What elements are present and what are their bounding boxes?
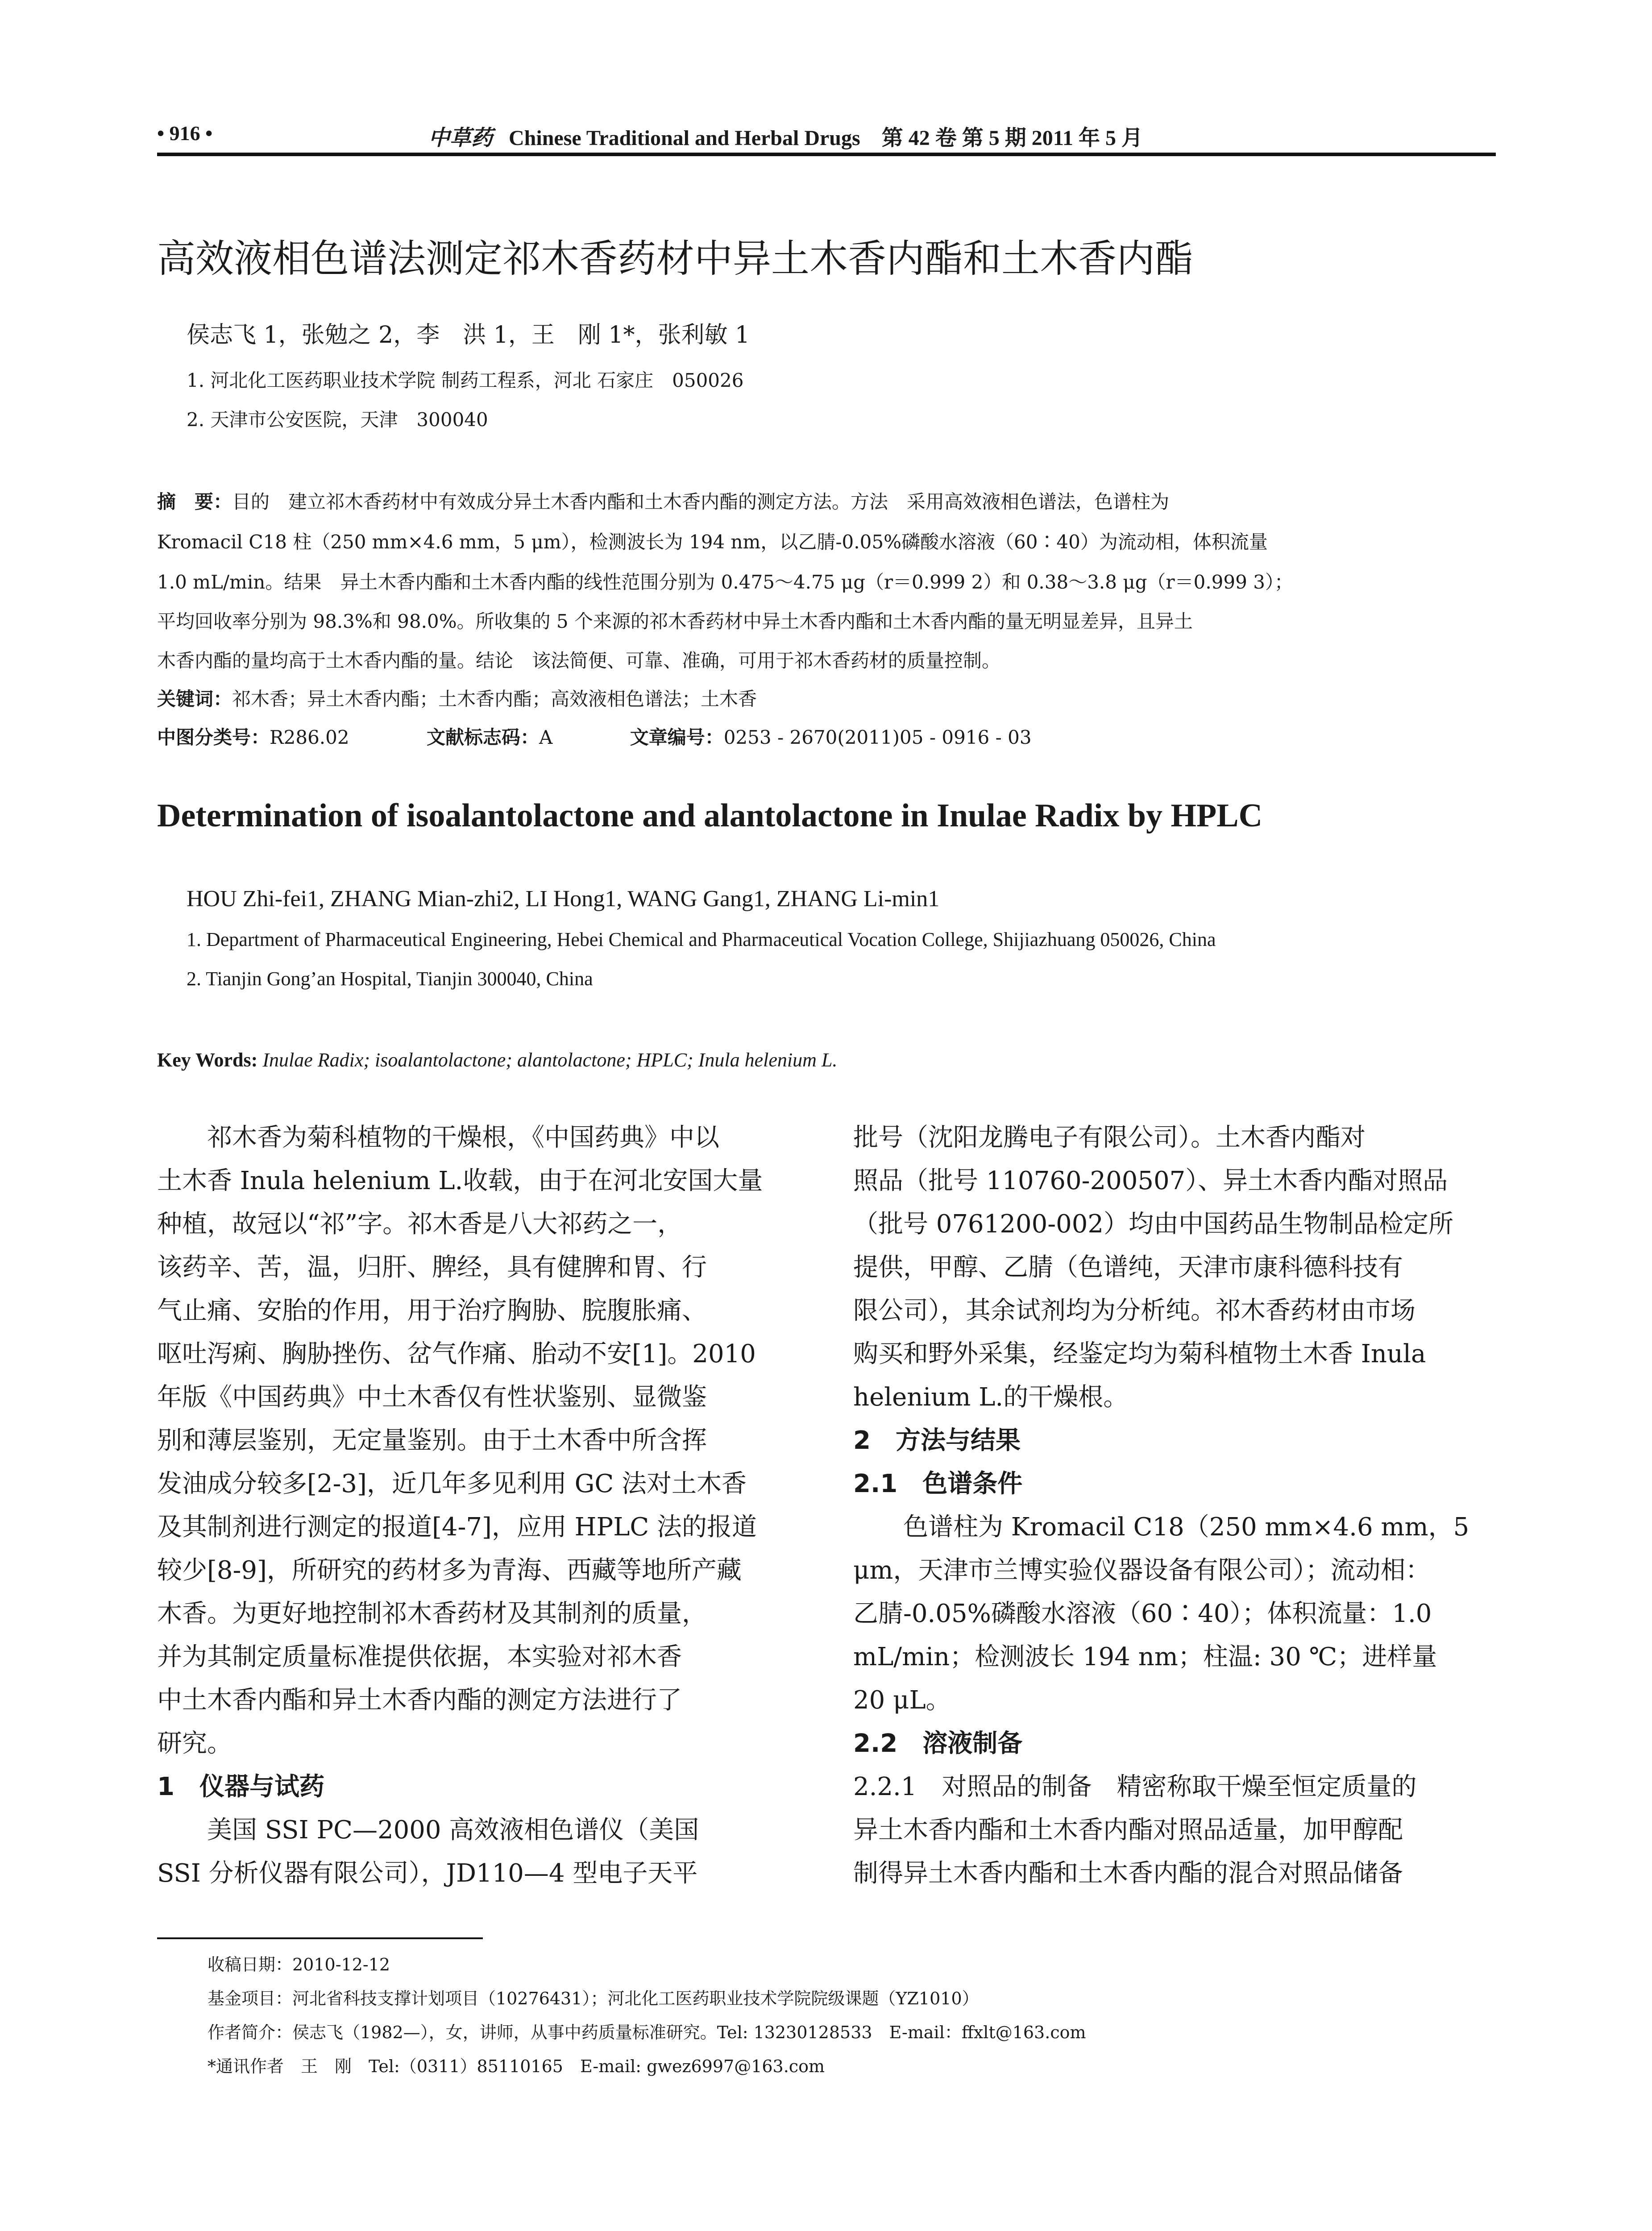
- body-right-line: helenium L.的干燥根。: [853, 1383, 1129, 1412]
- title-en: Determination of isoalantolactone and alantolactone in Inulae Radix by HPLC: [157, 797, 1263, 834]
- affiliation-cn-2: 2. 天津市公安医院，天津 300040: [187, 409, 488, 431]
- authors-en: HOU Zhi-fei1, ZHANG Mian-zhi2, LI Hong1, WANG Gang1, ZHANG Li-min1: [187, 886, 940, 912]
- body-left-line: 较少[8-9]，所研究的药材多为青海、西藏等地所产藏: [157, 1556, 742, 1585]
- body-right-line: 异土木香内酯和土木香内酯对照品适量，加甲醇配: [853, 1816, 1403, 1845]
- body-left-line: 并为其制定质量标准提供依据，本实验对祁木香: [157, 1642, 682, 1671]
- body-right-line: 2.2 溶液制备: [853, 1729, 1023, 1758]
- body-right-line: 2.2.1 对照品的制备 精密称取干燥至恒定质量的: [853, 1772, 1417, 1801]
- body-right-line: 色谱柱为 Kromacil C18（250 mm×4.6 mm，5: [853, 1513, 1469, 1542]
- clc-value: R286.02: [270, 726, 349, 748]
- body-left-line: SSI 分析仪器有限公司），JD110—4 型电子天平: [157, 1859, 698, 1888]
- keywords-cn-label: 关键词：: [157, 688, 232, 710]
- body-left-line: 及其制剂进行测定的报道[4-7]，应用 HPLC 法的报道: [157, 1513, 757, 1542]
- affiliation-cn-1: 1. 河北化工医药职业技术学院 制药工程系，河北 石家庄 050026: [187, 369, 744, 391]
- body-left-line: 年版《中国药典》中土木香仅有性状鉴别、显微鉴: [157, 1383, 707, 1412]
- body-right-line: 乙腈-0.05%磷酸水溶液（60∶40）；体积流量：1.0: [853, 1599, 1432, 1628]
- title-cn: 高效液相色谱法测定祁木香药材中异土木香内酯和土木香内酯: [157, 236, 1193, 281]
- keywords-cn: [157, 684, 1494, 711]
- abstract-line-4: 平均回收率分别为 98.3%和 98.0%。所收集的 5 个来源的祁木香药材中异土木香内酯和土木香内酯的量无明显差异，且异土: [157, 610, 1193, 632]
- abstract-line-2: Kromacil C18 柱（250 mm×4.6 mm，5 μm），检测波长为 194 nm，以乙腈-0.05%磷酸水溶液（60∶40）为流动相，体积流量: [157, 531, 1268, 553]
- keywords-en: [157, 1049, 837, 1071]
- page-number: • 916 •: [157, 122, 213, 145]
- abstract-label: 摘 要：: [157, 491, 232, 513]
- body-right-line: 批号（沈阳龙腾电子有限公司）。土木香内酯对: [853, 1123, 1366, 1152]
- body-right-line: 制得异土木香内酯和土木香内酯的混合对照品储备: [853, 1859, 1403, 1888]
- abstract-line-3: 1.0 mL/min。结果 异土木香内酯和土木香内酯的线性范围分别为 0.475～4.75 μg（r＝0.999 2）和 0.38～3.8 μg（r＝0.999 3）；: [157, 571, 1293, 593]
- keywords-cn-text: 祁木香；异土木香内酯；土木香内酯；高效液相色谱法；土木香: [232, 688, 757, 710]
- body-left-line: 研究。: [157, 1729, 232, 1758]
- doc-label: 文献标志码：: [426, 726, 539, 748]
- body-left-line: 种植，故冠以“祁”字。祁木香是八大祁药之一，: [157, 1210, 683, 1239]
- journal-issue: 第 42 卷 第 5 期 2011 年 5 月: [881, 126, 1143, 150]
- keywords-en-label: Key Words:: [157, 1049, 258, 1071]
- affiliation-en-1: 1. Department of Pharmaceutical Engineering, Hebei Chemical and Pharmaceutical Vocation College, Shijiazhuang 050026, China: [187, 929, 1216, 950]
- body-left-line: 中土木香内酯和异土木香内酯的测定方法进行了: [157, 1686, 682, 1715]
- abstract-line-1: [157, 487, 1494, 514]
- body-left-line: 木香。为更好地控制祁木香药材及其制剂的质量，: [157, 1599, 707, 1628]
- abstract-text: 目的 建立祁木香药材中有效成分异土木香内酯和土木香内酯的测定方法。方法 采用高效液相色谱法，色谱柱为: [232, 491, 1170, 513]
- classification-line: [157, 723, 1494, 750]
- footnote-author-bio: 作者简介：侯志飞（1982—），女，讲师，从事中药质量标准研究。Tel: 13230128533 E-mail：ffxlt@163.com: [208, 2023, 1086, 2042]
- footnote-received: 收稿日期：2010-12-12: [208, 1955, 390, 1974]
- body-left-line: 气止痛、安胎的作用，用于治疗胸胁、脘腹胀痛、: [157, 1296, 707, 1325]
- footnote-funding: 基金项目：河北省科技支撑计划项目（10276431）；河北化工医药职业技术学院院级课题（YZ1010）: [208, 1989, 979, 2008]
- body-right-line: μm，天津市兰博实验仪器设备有限公司）；流动相：: [853, 1556, 1431, 1585]
- header-rule: [157, 153, 1496, 156]
- footnote-rule: [157, 1937, 483, 1939]
- body-left-line: 发油成分较多[2-3]，近几年多见利用 GC 法对土木香: [157, 1469, 747, 1498]
- body-left-line: 祁木香为菊科植物的干燥根，《中国药典》中以: [157, 1123, 719, 1152]
- body-right-line: mL/min；检测波长 194 nm；柱温: 30 ℃；进样量: [853, 1642, 1437, 1671]
- body-left-line: 美国 SSI PC—2000 高效液相色谱仪（美国: [157, 1816, 699, 1845]
- article-label: 文章编号：: [630, 726, 724, 748]
- clc-label: 中图分类号：: [157, 726, 270, 748]
- body-left-line: 呕吐泻痢、胸胁挫伤、岔气作痛、胎动不安[1]。2010: [157, 1339, 756, 1368]
- journal-name-en: Chinese Traditional and Herbal Drugs: [509, 126, 860, 150]
- footnote-corresponding: *通讯作者 王 刚 Tel:（0311）85110165 E-mail: gwez6997@163.com: [208, 2057, 825, 2076]
- body-right-line: 2.1 色谱条件: [853, 1469, 1023, 1498]
- body-right-line: 限公司），其余试剂均为分析纯。祁木香药材由市场: [853, 1296, 1415, 1325]
- article-value: 0253 - 2670(2011)05 - 0916 - 03: [723, 726, 1032, 748]
- authors-cn: 侯志飞 1，张勉之 2，李 洪 1，王 刚 1*，张利敏 1: [187, 322, 750, 348]
- keywords-en-text: Inulae Radix; isoalantolactone; alantolactone; HPLC; Inula helenium L.: [262, 1049, 838, 1071]
- journal-header: [428, 120, 1143, 151]
- body-right-line: 购买和野外采集，经鉴定均为菊科植物土木香 Inula: [853, 1339, 1426, 1368]
- body-right-line: 20 μL。: [853, 1686, 951, 1715]
- body-right-line: （批号 0761200-002）均由中国药品生物制品检定所: [853, 1210, 1454, 1239]
- body-left-line: 别和薄层鉴别，无定量鉴别。由于土木香中所含挥: [157, 1426, 707, 1455]
- body-right-line: 2 方法与结果: [853, 1426, 1021, 1455]
- affiliation-en-2: 2. Tianjin Gong’an Hospital, Tianjin 300040, China: [187, 968, 593, 990]
- doc-value: A: [539, 726, 553, 748]
- body-right-line: 提供，甲醇、乙腈（色谱纯，天津市康科德科技有: [853, 1253, 1403, 1282]
- body-right-line: 照品（批号 110760-200507）、异土木香内酯对照品: [853, 1166, 1448, 1195]
- body-left-line: 土木香 Inula helenium L.收载，由于在河北安国大量: [157, 1166, 763, 1195]
- journal-logo-cn: 中草药: [428, 125, 493, 150]
- body-left-line: 该药辛、苦，温，归肝、脾经，具有健脾和胃、行: [157, 1253, 707, 1282]
- abstract-line-5: 木香内酯的量均高于土木香内酯的量。结论 该法简便、可靠、准确，可用于祁木香药材的质量控制。: [157, 650, 1001, 672]
- body-left-line: 1 仪器与试药: [157, 1772, 324, 1801]
